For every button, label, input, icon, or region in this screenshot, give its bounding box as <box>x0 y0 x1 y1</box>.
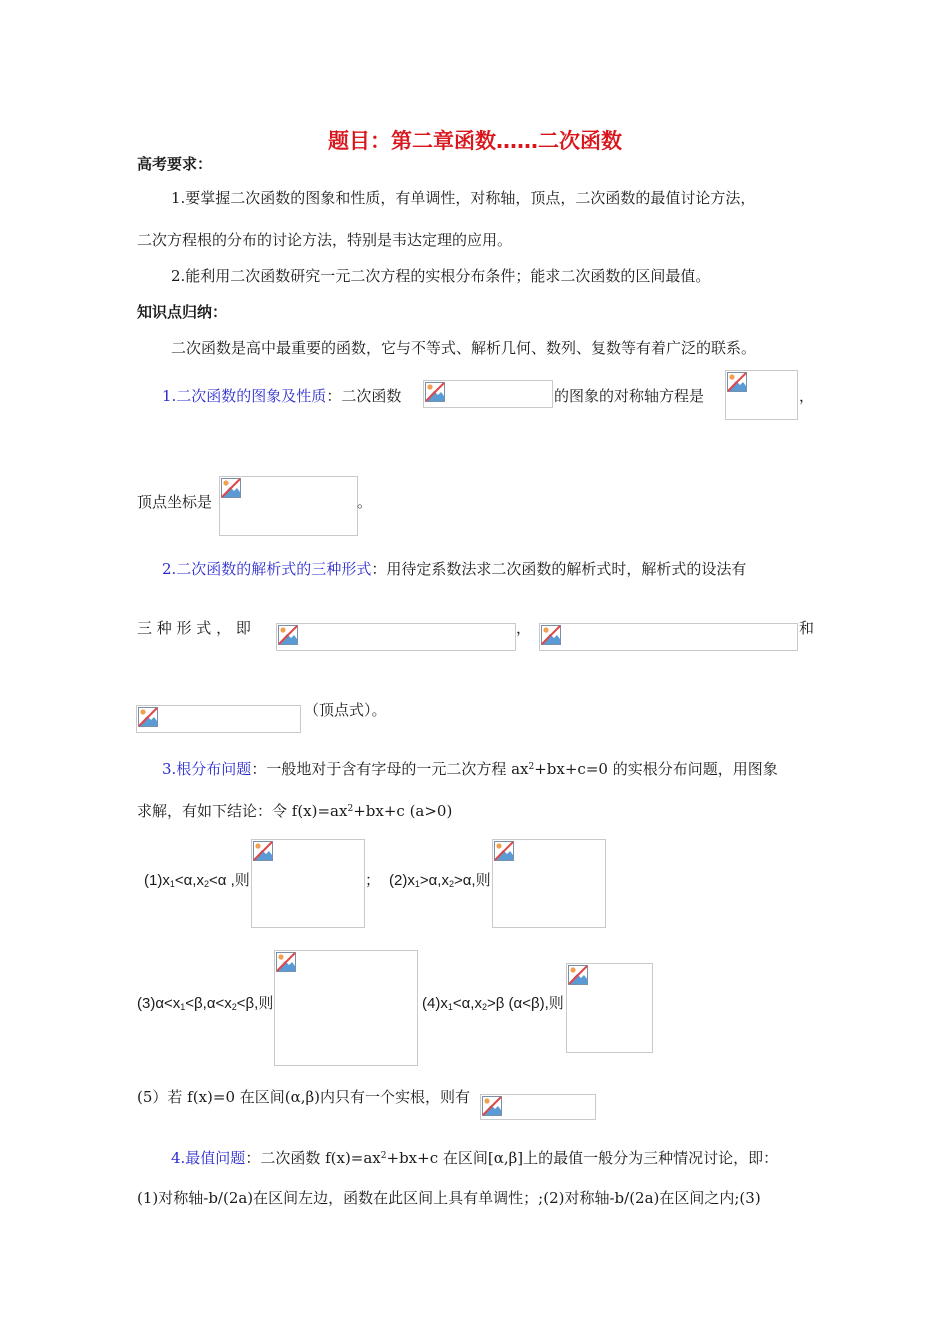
knowledge-intro: 二次函数是高中最重要的函数，它与不等式、解析几何、数列、复数等有着广泛的联系。 <box>171 339 757 357</box>
point-3-line-2 <box>137 800 452 821</box>
case-1-condition: $(1)x_1<\alpha,x_2<\alpha$ ,则 <box>144 872 250 889</box>
case-4-condition: $(4)x_1<\alpha,x_2>\beta$ (α<β),则 <box>422 995 564 1012</box>
superscript-2: 2 <box>347 804 354 814</box>
point-2-vertex-form: （顶点式）。 <box>304 701 387 719</box>
case-1-semicolon: ； <box>365 871 381 889</box>
case-1-result-image <box>251 839 365 928</box>
case-5-result-image <box>480 1094 596 1120</box>
case-3-condition: $(3)\alpha<x_1<\beta,\alpha<x_2<\beta$,则 <box>137 995 274 1012</box>
point-2-comma: ， <box>516 619 532 637</box>
root-form-image <box>539 623 798 651</box>
point-4-line1-a: ：二次函数 f(x)=ax <box>245 1149 381 1167</box>
quadratic-formula-image <box>423 380 553 408</box>
case-3-result-image <box>274 950 418 1066</box>
point-3-line1-a: ：一般地对于含有字母的一元二次方程 ax <box>251 760 529 778</box>
point-3-line2-b: +bx+c (a>0) <box>353 802 453 820</box>
point-4-line-2: (1)对称轴-b/(2a)在区间左边，函数在此区间上具有单调性；;(2)对称轴-b/(2a)在区间之内;(3) <box>137 1189 761 1207</box>
vertex-coordinates-image <box>219 476 358 536</box>
case-5-condition: (5）若 f(x)=0 在区间(α,β)内只有一个实根，则有 <box>137 1088 471 1106</box>
broken-image-icon <box>482 1096 502 1116</box>
broken-image-icon <box>278 625 298 645</box>
broken-image-icon <box>253 841 273 861</box>
point-1-comma: ， <box>799 387 815 405</box>
page-title: 题目：第二章函数……二次函数 <box>328 129 622 153</box>
point-2-label: 2.二次函数的解析式的三种形式 <box>162 560 372 578</box>
case-2-result-image <box>492 839 606 928</box>
requirement-1-line-2: 二次方程根的分布的讨论方法，特别是韦达定理的应用。 <box>137 231 513 249</box>
point-1-text-a: ：二次函数 <box>326 387 402 405</box>
point-2-text-b: 三 种 形 式 ， 即 <box>137 619 251 637</box>
broken-image-icon <box>541 625 561 645</box>
broken-image-icon <box>425 382 445 402</box>
broken-image-icon <box>221 478 241 498</box>
point-2-text-a: ：用待定系数法求二次函数的解析式时，解析式的设法有 <box>371 560 747 578</box>
axis-equation-image <box>725 370 798 420</box>
general-form-image <box>276 623 516 651</box>
broken-image-icon <box>568 965 588 985</box>
point-1-text-c: 顶点坐标是 <box>137 493 213 511</box>
point-1-text-b: 的图象的对称轴方程是 <box>554 387 705 405</box>
point-1-period: 。 <box>357 493 373 511</box>
broken-image-icon <box>494 841 514 861</box>
vertex-form-image <box>136 705 301 733</box>
superscript-2: 2 <box>380 1151 387 1161</box>
gaokao-requirements-heading: 高考要求： <box>137 155 213 173</box>
point-3-line2-a: 求解，有如下结论：令 f(x)=ax <box>137 802 348 820</box>
broken-image-icon <box>727 372 747 392</box>
point-4-line-1 <box>171 1147 778 1168</box>
broken-image-icon <box>138 707 158 727</box>
point-2-and: 和 <box>799 619 815 637</box>
knowledge-summary-heading: 知识点归纳： <box>137 303 228 321</box>
point-3-line1-b: +bx+c=0 的实根分布问题，用图象 <box>534 760 778 778</box>
point-2-line <box>162 558 746 579</box>
requirement-2: 2.能利用二次函数研究一元二次方程的实根分布条件；能求二次函数的区间最值。 <box>171 267 711 285</box>
point-4-label: 4.最值问题 <box>171 1149 246 1167</box>
case-2-condition: $(2)x_1>\alpha,x_2>\alpha$,则 <box>389 872 491 889</box>
case-4-result-image <box>566 963 653 1053</box>
requirement-1-line-1: 1.要掌握二次函数的图象和性质，有单调性，对称轴，顶点，二次函数的最值讨论方法， <box>171 189 756 207</box>
point-3-line-1 <box>162 758 778 779</box>
point-1-line <box>162 385 401 406</box>
point-1-label: 1.二次函数的图象及性质 <box>162 387 327 405</box>
point-4-line1-b: +bx+c 在区间[α,β]上的最值一般分为三种情况讨论，即： <box>386 1149 779 1167</box>
broken-image-icon <box>276 952 296 972</box>
superscript-2: 2 <box>528 762 535 772</box>
point-3-label: 3.根分布问题 <box>162 760 252 778</box>
